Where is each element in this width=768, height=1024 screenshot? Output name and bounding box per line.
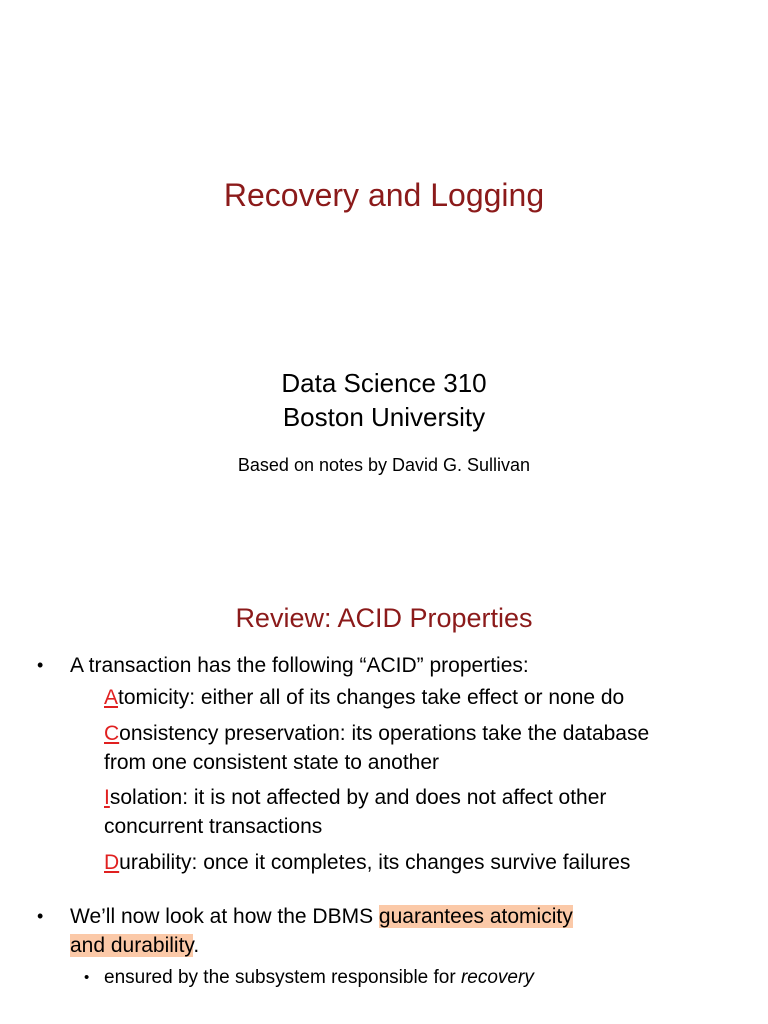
- highlighted-text: guarantees atomicity: [378, 905, 573, 928]
- bullet-text-prefix: We’ll now look at how the DBMS: [70, 905, 379, 928]
- university-name: Boston University: [282, 402, 486, 432]
- property-durability: [104, 848, 630, 877]
- property-atomicity: [104, 683, 624, 712]
- sub-bullet-prefix: ensured by the subsystem responsible for: [104, 967, 461, 988]
- bullet-icon: •: [37, 655, 44, 675]
- property-letter: I: [104, 786, 110, 809]
- bullet-text-suffix: .: [193, 934, 200, 957]
- bullet-text-line2: [70, 931, 199, 960]
- property-text: urability: once it completes, its changes survive failures: [119, 851, 631, 874]
- section-title: Review: ACID Properties: [235, 603, 533, 633]
- bullet-text: [70, 902, 573, 931]
- highlighted-text: and durability: [70, 934, 194, 957]
- credit-line: Based on notes by David G. Sullivan: [237, 455, 531, 475]
- property-isolation-line2: concurrent transactions: [104, 815, 323, 838]
- slide-title: Recovery and Logging: [223, 177, 545, 213]
- course-name: Data Science 310: [281, 368, 487, 398]
- bullet-icon: •: [37, 906, 44, 926]
- property-text: onsistency preservation: its operations take the database: [119, 722, 650, 745]
- sub-bullet-text: [104, 963, 534, 992]
- bullet-text: A transaction has the following “ACID” properties:: [70, 654, 529, 677]
- property-text: tomicity: either all of its changes take effect or none do: [118, 686, 625, 709]
- property-letter: C: [104, 722, 120, 745]
- emphasis-text: recovery: [460, 967, 534, 988]
- property-text: solation: it is not affected by and does not affect other: [109, 786, 607, 809]
- property-letter: D: [104, 851, 120, 874]
- course-info: [0, 366, 768, 434]
- sub-bullet-icon: •: [84, 969, 90, 986]
- property-letter: A: [104, 686, 119, 709]
- property-consistency: [104, 719, 649, 748]
- property-isolation: [104, 783, 606, 812]
- property-consistency-line2: from one consistent state to another: [104, 751, 440, 774]
